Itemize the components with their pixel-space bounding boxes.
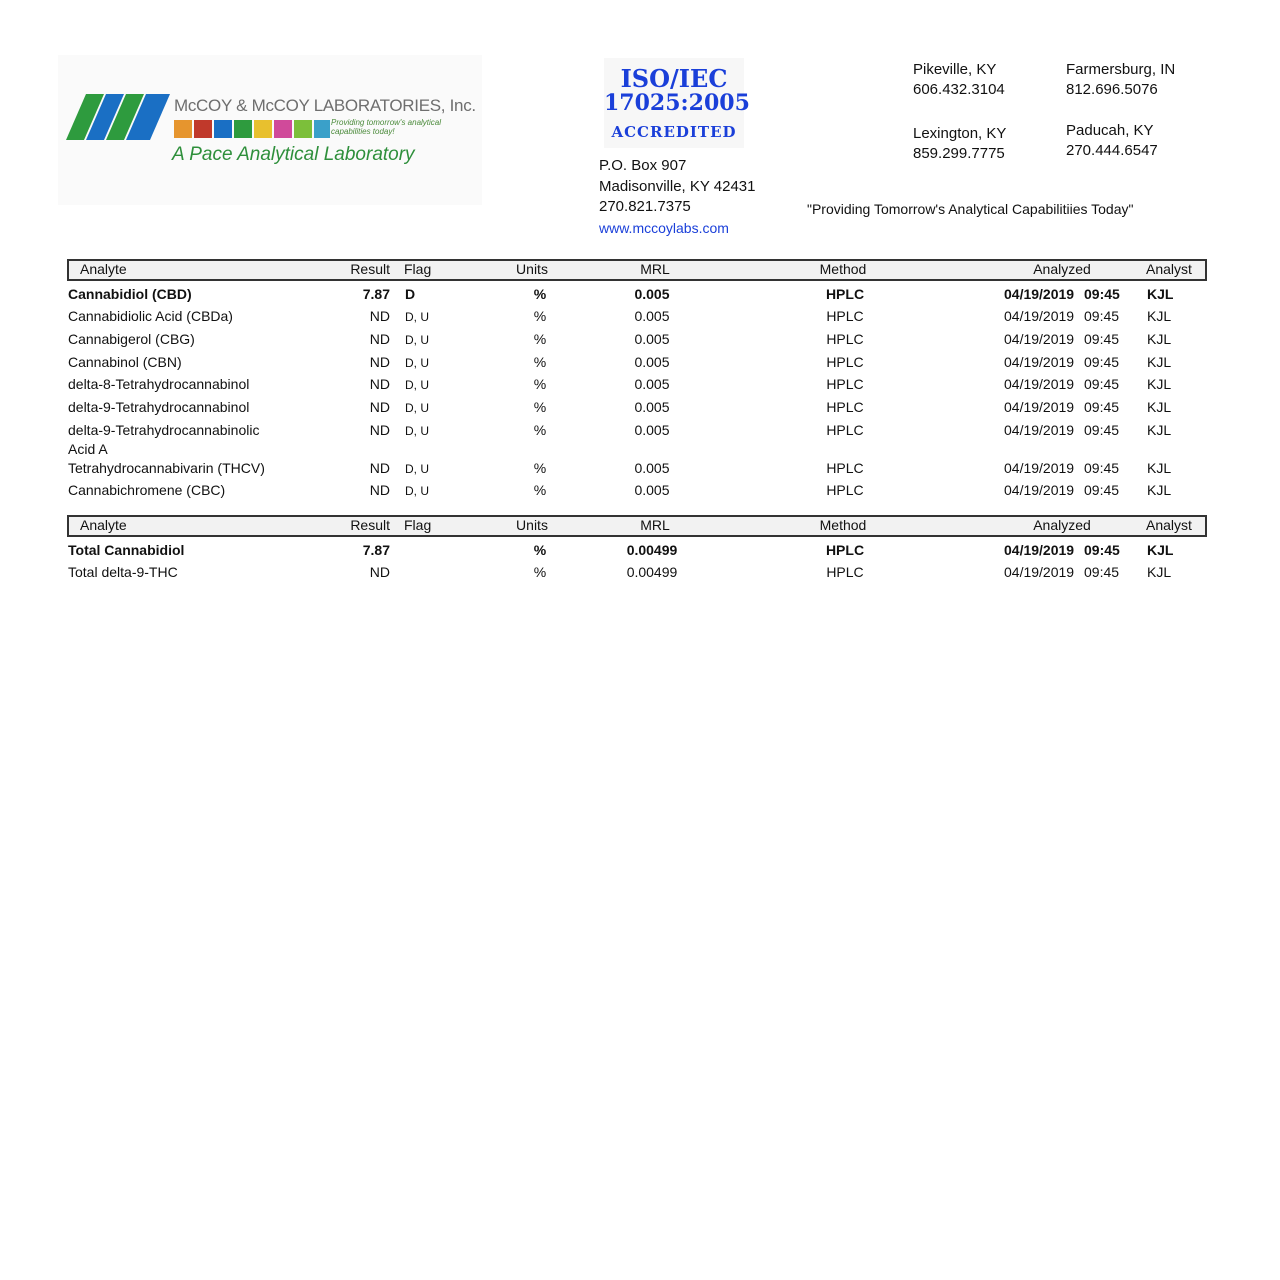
analyzed-time-cell: 09:45 xyxy=(1084,354,1120,370)
analyzed-date-cell: 04/19/2019 xyxy=(1004,376,1075,392)
analyzed-time-cell: 09:45 xyxy=(1084,331,1120,347)
analyzed-date-cell: 04/19/2019 xyxy=(1004,399,1075,415)
analyzed-date-cell: 04/19/2019 xyxy=(1004,354,1075,370)
analyzed-time-cell: 09:45 xyxy=(1084,482,1120,498)
flag-cell: D, U xyxy=(405,424,429,438)
header-analyzed: Analyzed xyxy=(1033,517,1091,533)
location-phone: 270.444.6547 xyxy=(1066,142,1158,159)
logo-tiles-icon xyxy=(174,120,330,145)
mrl-cell: 0.005 xyxy=(634,354,670,370)
location-phone: 812.696.5076 xyxy=(1066,81,1158,98)
slogan: "Providing Tomorrow's Analytical Capabilitiies Today" xyxy=(807,201,1134,217)
method-cell: HPLC xyxy=(826,354,864,370)
units-cell: % xyxy=(533,564,547,580)
analyzed-time-cell: 09:45 xyxy=(1084,308,1120,324)
analyzed-date-cell: 04/19/2019 xyxy=(1004,564,1075,580)
method-cell: HPLC xyxy=(826,376,864,392)
logo-subtitle: A Pace Analytical Laboratory xyxy=(172,144,415,165)
result-cell: 7.87 xyxy=(362,286,390,302)
analyst-cell: KJL xyxy=(1147,376,1172,392)
po-box: P.O. Box 907 xyxy=(599,157,687,174)
result-cell: ND xyxy=(369,422,390,438)
analyte-cell: Tetrahydrocannabivarin (THCV) xyxy=(68,460,265,476)
method-cell: HPLC xyxy=(826,331,864,347)
analyzed-time-cell: 09:45 xyxy=(1084,422,1120,438)
analyte-cell: Total delta-9-THC xyxy=(68,564,178,580)
analyzed-date-cell: 04/19/2019 xyxy=(1004,542,1075,558)
method-cell: HPLC xyxy=(826,422,864,438)
header-result: Result xyxy=(350,261,390,277)
table-row xyxy=(0,542,1280,564)
method-cell: HPLC xyxy=(826,308,864,324)
method-cell: HPLC xyxy=(826,564,864,580)
analyzed-date-cell: 04/19/2019 xyxy=(1004,460,1075,476)
result-cell: ND xyxy=(369,460,390,476)
header-flag: Flag xyxy=(404,517,432,533)
table-row xyxy=(0,376,1280,398)
units-cell: % xyxy=(533,354,547,370)
logo-stripes-icon xyxy=(66,94,170,145)
analyst-cell: KJL xyxy=(1147,564,1172,580)
header-units: Units xyxy=(516,261,548,277)
website-link[interactable]: www.mccoylabs.com xyxy=(599,219,729,236)
location-city: Farmersburg, IN xyxy=(1066,61,1176,78)
header-analyzed: Analyzed xyxy=(1033,261,1091,277)
iso-line-2: 17025:2005 xyxy=(604,90,750,116)
mrl-cell: 0.005 xyxy=(634,460,670,476)
iso-line-1: ISO/IEC xyxy=(620,64,728,93)
mrl-cell: 0.00499 xyxy=(626,564,678,580)
analyte-cell: delta-9-Tetrahydrocannabinol xyxy=(68,399,250,415)
mrl-cell: 0.005 xyxy=(634,482,670,498)
analyst-cell: KJL xyxy=(1147,399,1172,415)
table-row xyxy=(0,422,1280,457)
header-analyst: Analyst xyxy=(1146,261,1192,277)
header-units: Units xyxy=(516,517,548,533)
header-analyst: Analyst xyxy=(1146,517,1192,533)
header-mrl: MRL xyxy=(640,517,670,533)
table-row xyxy=(0,331,1280,353)
flag-cell: D, U xyxy=(405,462,429,476)
location-paducah xyxy=(1066,121,1158,161)
analyte-cell: delta-8-Tetrahydrocannabinol xyxy=(68,376,250,392)
units-cell: % xyxy=(533,422,547,438)
mrl-cell: 0.005 xyxy=(634,422,670,438)
analyst-cell: KJL xyxy=(1147,542,1174,558)
method-cell: HPLC xyxy=(825,542,865,558)
mrl-cell: 0.005 xyxy=(634,399,670,415)
analyte-cell: delta-9-Tetrahydrocannabinolic xyxy=(68,422,260,438)
units-cell: % xyxy=(533,376,547,392)
table-row xyxy=(0,399,1280,421)
table1-header-labels xyxy=(0,259,1280,281)
header-analyte: Analyte xyxy=(80,261,127,277)
main-phone: 270.821.7375 xyxy=(599,198,691,215)
result-cell: ND xyxy=(369,331,390,347)
analyte-cell-line2: Acid A xyxy=(68,441,108,457)
analyst-cell: KJL xyxy=(1147,331,1172,347)
flag-cell: D, U xyxy=(405,378,429,392)
analyst-cell: KJL xyxy=(1147,460,1172,476)
analyte-cell: Cannabichromene (CBC) xyxy=(68,482,226,498)
method-cell: HPLC xyxy=(826,460,864,476)
location-lexington xyxy=(913,124,1006,164)
analyzed-time-cell: 09:45 xyxy=(1084,376,1120,392)
mrl-cell: 0.005 xyxy=(634,286,670,302)
analyzed-date-cell: 04/19/2019 xyxy=(1004,422,1075,438)
city-line: Madisonville, KY 42431 xyxy=(599,177,756,195)
result-cell: ND xyxy=(369,399,390,415)
location-city: Lexington, KY xyxy=(913,125,1007,142)
iso-line-3: ACCREDITED xyxy=(611,123,737,141)
units-cell: % xyxy=(533,482,547,498)
analyzed-date-cell: 04/19/2019 xyxy=(1004,286,1075,302)
analyzed-date-cell: 04/19/2019 xyxy=(1004,308,1075,324)
location-farmersburg xyxy=(1066,60,1175,100)
header-flag: Flag xyxy=(404,261,432,277)
analyte-cell: Total Cannabidiol xyxy=(68,542,185,558)
analyst-cell: KJL xyxy=(1147,482,1172,498)
analyte-cell: Cannabidiolic Acid (CBDa) xyxy=(68,308,233,324)
result-cell: ND xyxy=(369,308,390,324)
result-cell: ND xyxy=(369,354,390,370)
mrl-cell: 0.005 xyxy=(634,376,670,392)
units-cell: % xyxy=(533,286,547,302)
analyzed-time-cell: 09:45 xyxy=(1084,542,1120,558)
units-cell: % xyxy=(533,460,547,476)
units-cell: % xyxy=(533,399,547,415)
table2-header-labels xyxy=(0,515,1280,537)
analyte-cell: Cannabigerol (CBG) xyxy=(68,331,195,347)
analyzed-date-cell: 04/19/2019 xyxy=(1004,331,1075,347)
units-cell: % xyxy=(533,308,547,324)
flag-cell: D, U xyxy=(405,401,429,415)
result-cell: 7.87 xyxy=(362,542,390,558)
table-row xyxy=(0,354,1280,376)
header-method: Method xyxy=(819,261,867,277)
units-cell: % xyxy=(533,542,547,558)
flag-cell: D, U xyxy=(405,333,429,347)
header-mrl: MRL xyxy=(640,261,670,277)
analyzed-time-cell: 09:45 xyxy=(1084,286,1120,302)
analyzed-time-cell: 09:45 xyxy=(1084,399,1120,415)
analyst-cell: KJL xyxy=(1147,308,1172,324)
units-cell: % xyxy=(533,331,547,347)
result-cell: ND xyxy=(369,564,390,580)
logo-company-name: McCOY & McCOY LABORATORIES, Inc. xyxy=(174,96,476,115)
location-city: Pikeville, KY xyxy=(913,61,997,78)
mailing-address xyxy=(599,156,756,238)
result-cell: ND xyxy=(369,376,390,392)
table-row xyxy=(0,564,1280,586)
method-cell: HPLC xyxy=(826,482,864,498)
flag-cell: D, U xyxy=(405,356,429,370)
logo-tagline: Providing tomorrow's analytical capabilities today! xyxy=(331,118,442,136)
table-row xyxy=(0,286,1280,308)
analyzed-time-cell: 09:45 xyxy=(1084,564,1120,580)
analyzed-time-cell: 09:45 xyxy=(1084,460,1120,476)
analyst-cell: KJL xyxy=(1147,286,1174,302)
analyte-cell: Cannabinol (CBN) xyxy=(68,354,182,370)
result-cell: ND xyxy=(369,482,390,498)
header-result: Result xyxy=(350,517,390,533)
flag-cell: D, U xyxy=(405,310,429,324)
analyte-cell: Cannabidiol (CBD) xyxy=(68,286,192,302)
location-city: Paducah, KY xyxy=(1066,122,1154,139)
mrl-cell: 0.00499 xyxy=(626,542,678,558)
mrl-cell: 0.005 xyxy=(634,331,670,347)
analyzed-date-cell: 04/19/2019 xyxy=(1004,482,1075,498)
flag-cell: D xyxy=(405,286,416,302)
method-cell: HPLC xyxy=(826,399,864,415)
location-pikeville xyxy=(913,60,1005,100)
table-row xyxy=(0,308,1280,330)
flag-cell: D, U xyxy=(405,484,429,498)
header-method: Method xyxy=(819,517,867,533)
header-analyte: Analyte xyxy=(80,517,127,533)
analyst-cell: KJL xyxy=(1147,422,1172,438)
location-phone: 859.299.7775 xyxy=(913,145,1005,162)
table-row xyxy=(0,460,1280,482)
analyst-cell: KJL xyxy=(1147,354,1172,370)
method-cell: HPLC xyxy=(825,286,865,302)
mrl-cell: 0.005 xyxy=(634,308,670,324)
table-row xyxy=(0,482,1280,504)
location-phone: 606.432.3104 xyxy=(913,81,1005,98)
